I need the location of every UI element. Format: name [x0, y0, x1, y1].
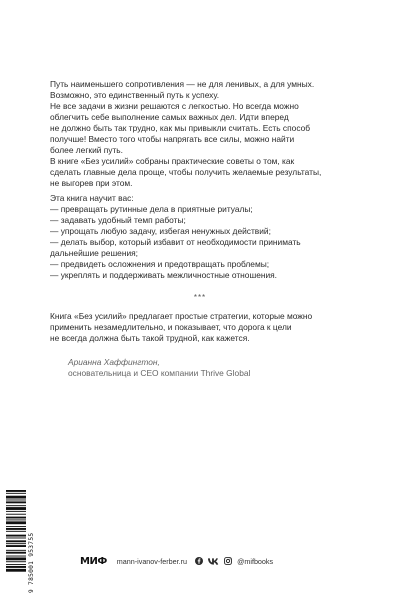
intro-line: облегчить себе выполнение самых важных дел. Идти вперед [50, 112, 289, 122]
summary-paragraph [50, 311, 360, 344]
intro-line: сделать главные дела проще, чтобы получить желаемые результаты, [50, 167, 322, 177]
intro-line: Путь наименьшего сопротивления — не для ленивых, а для умных. [50, 79, 315, 89]
quote-author: Арианна Хаффингтон, [68, 357, 160, 367]
learn-section [50, 193, 360, 281]
publisher-social-handle[interactable]: @mifbooks [237, 556, 274, 566]
intro-paragraph [50, 79, 360, 189]
learn-list-item: — делать выбор, который избавит от необходимости принимать [50, 237, 301, 247]
publisher-website-link[interactable]: mann-ivanov-ferber.ru [116, 556, 188, 566]
learn-list-item: — задавать удобный темп работы; [50, 215, 186, 225]
learn-list [50, 204, 360, 281]
learn-list-item: — укреплять и поддерживать межличностные отношения. [50, 270, 278, 280]
learn-heading: Эта книга научит вас: [50, 193, 134, 203]
publisher-logo: МИФ [80, 555, 107, 567]
intro-line: более легкий путь. [50, 145, 123, 155]
facebook-icon[interactable] [195, 557, 203, 565]
section-separator: *** [193, 293, 207, 302]
quote-attribution [68, 357, 250, 379]
summary-line: применить незамедлительно, и показывает, что дорога к цели [50, 322, 292, 332]
intro-line: В книге «Без усилий» собраны практические советы о том, как [50, 156, 295, 166]
summary-line: не всегда должна быть такой трудной, как кажется. [50, 333, 250, 343]
intro-line: не должно быть так трудно, как мы привыкли считать. Есть способ [50, 123, 311, 133]
quote-role: основательница и СЕО компании Thrive Global [68, 368, 251, 378]
publisher-footer [80, 554, 273, 568]
intro-line: Возможно, это единственный путь к успеху. [50, 90, 220, 100]
barcode-bars [6, 488, 28, 593]
vk-icon[interactable] [208, 558, 219, 565]
intro-line: не выгорев при этом. [50, 178, 133, 188]
intro-line: получше! Вместо того чтобы напрягать все силы, можно найти [50, 134, 295, 144]
learn-list-item: — превращать рутинные дела в приятные ритуалы; [50, 204, 253, 214]
summary-line: Книга «Без усилий» предлагает простые стратегии, которые можно [50, 311, 313, 321]
learn-list-item: дальнейшие решения; [50, 248, 138, 258]
barcode-digits: 9 785001 953755 [28, 532, 35, 593]
learn-list-item: — предвидеть осложнения и предотвращать проблемы; [50, 259, 270, 269]
instagram-icon[interactable] [224, 557, 232, 565]
learn-list-item: — упрощать любую задачу, избегая ненужных действий; [50, 226, 271, 236]
isbn-barcode [6, 488, 38, 593]
intro-line: Не все задачи в жизни решаются с легкостью. Но всегда можно [50, 101, 299, 111]
